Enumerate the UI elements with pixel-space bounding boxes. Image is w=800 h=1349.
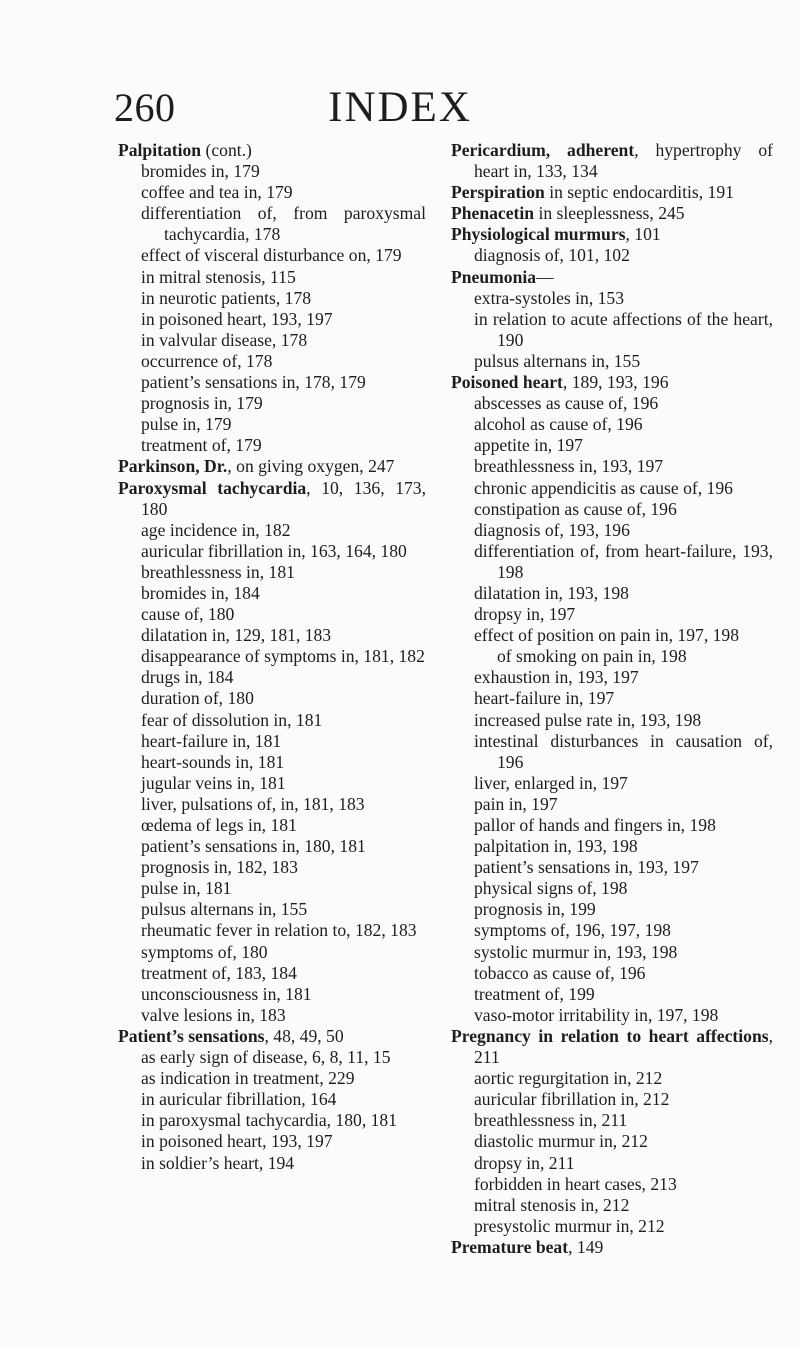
index-subentry	[118, 203, 426, 245]
index-subentry	[118, 583, 426, 604]
entry-text: treatment of, 183, 184	[141, 962, 297, 983]
index-subentry	[451, 710, 773, 731]
entry-text: , 211	[474, 1025, 773, 1068]
entry-text: , 10, 136, 173, 180	[141, 477, 426, 519]
index-subentry	[451, 984, 773, 1005]
index-subentry	[118, 372, 426, 393]
entry-text: vaso-motor irritability in, 197, 198	[474, 1004, 719, 1025]
index-subentry	[451, 520, 773, 541]
index-subentry	[451, 1153, 773, 1174]
entry-text: disappearance of symptoms in, 181, 182	[141, 646, 425, 667]
index-subentry	[451, 1174, 773, 1195]
index-subentry	[451, 731, 773, 773]
index-subentry	[118, 710, 426, 731]
entry-text: patient’s sensations in, 193, 197	[474, 857, 699, 878]
index-subentry	[451, 1089, 773, 1110]
entry-text: , hypertrophy of heart in, 133, 134	[474, 140, 773, 182]
index-main-entry	[451, 203, 773, 224]
index-subentry	[118, 815, 426, 836]
entry-heading: Premature beat	[451, 1236, 569, 1257]
entry-text: symptoms of, 180	[141, 941, 268, 962]
entry-text: in valvular disease, 178	[141, 329, 308, 350]
index-subentry	[118, 1005, 426, 1026]
entry-text: constipation as cause of, 196	[474, 498, 677, 519]
index-subentry	[451, 541, 773, 583]
entry-text: as indication in treatment, 229	[141, 1068, 355, 1089]
index-subentry	[118, 731, 426, 752]
entry-text: diastolic murmur in, 212	[474, 1131, 648, 1152]
index-subentry	[451, 942, 773, 963]
entry-text: pulse in, 179	[141, 414, 232, 435]
index-main-entry	[451, 224, 773, 245]
entry-text: prognosis in, 179	[141, 393, 263, 414]
index-main-entry	[118, 456, 426, 477]
index-subentry	[451, 245, 773, 266]
entry-text: dilatation in, 129, 181, 183	[141, 625, 332, 646]
entry-text: in septic endocarditis, 191	[544, 182, 734, 203]
index-subentry	[451, 393, 773, 414]
index-subentry	[451, 815, 773, 836]
entry-heading: Pneumonia	[451, 266, 537, 287]
entry-text: effect of visceral disturbance on, 179	[141, 245, 402, 266]
index-subentry	[451, 963, 773, 984]
index-main-entry	[118, 478, 426, 520]
index-subentry	[451, 836, 773, 857]
entry-text: presystolic murmur in, 212	[474, 1215, 665, 1236]
entry-text: occurrence of, 178	[141, 350, 273, 371]
page-number: 260	[114, 85, 176, 130]
entry-text: forbidden in heart cases, 213	[474, 1173, 677, 1194]
entry-text: auricular fibrillation in, 163, 164, 180	[141, 540, 407, 561]
entry-heading: Pericardium, adherent	[451, 140, 635, 160]
entry-text: , 101	[625, 224, 661, 245]
index-subentry	[118, 920, 426, 941]
index-subentry	[118, 161, 426, 182]
index-subentry	[451, 1068, 773, 1089]
index-subentry	[118, 414, 426, 435]
entry-text: in auricular fibrillation, 164	[141, 1089, 337, 1110]
index-main-entry	[451, 1026, 773, 1068]
entry-text: mitral stenosis in, 212	[474, 1194, 630, 1215]
entry-text: unconsciousness in, 181	[141, 983, 312, 1004]
entry-text: diagnosis of, 101, 102	[474, 245, 630, 266]
index-subentry	[451, 646, 773, 667]
index-subentry	[118, 773, 426, 794]
entry-text: increased pulse rate in, 193, 198	[474, 709, 702, 730]
index-subentry	[118, 541, 426, 562]
entry-text: heart-sounds in, 181	[141, 751, 285, 772]
index-subentry	[118, 245, 426, 266]
index-subentry	[451, 414, 773, 435]
entry-heading: Patient’s sensations	[118, 1025, 265, 1046]
entry-text: exhaustion in, 193, 197	[474, 667, 639, 688]
entry-heading: Parkinson, Dr.	[118, 456, 228, 477]
entry-text: bromides in, 184	[141, 582, 260, 603]
entry-text: cause of, 180	[141, 604, 235, 625]
index-main-entry	[451, 140, 773, 182]
entry-text: (cont.)	[201, 140, 252, 160]
index-subentry	[451, 435, 773, 456]
index-subentry	[451, 857, 773, 878]
entry-text: patient’s sensations in, 180, 181	[141, 836, 366, 857]
index-subentry	[118, 984, 426, 1005]
entry-text: as early sign of disease, 6, 8, 11, 15	[141, 1047, 391, 1068]
index-subentry	[451, 351, 773, 372]
index-subentry	[451, 667, 773, 688]
index-subentry	[118, 857, 426, 878]
index-subentry	[118, 1153, 426, 1174]
entry-text: pain in, 197	[474, 793, 558, 814]
entry-text: jugular veins in, 181	[141, 772, 286, 793]
page-header	[0, 84, 800, 134]
index-subentry	[451, 288, 773, 309]
entry-text: physical signs of, 198	[474, 878, 628, 899]
entry-text: duration of, 180	[141, 688, 254, 709]
index-subentry	[451, 625, 773, 646]
index-subentry	[451, 899, 773, 920]
entry-text: breathlessness in, 193, 197	[474, 456, 664, 477]
index-subentry	[451, 604, 773, 625]
entry-text: dropsy in, 211	[474, 1152, 575, 1173]
entry-heading: Physiological murmurs	[451, 224, 626, 245]
entry-text: pulse in, 181	[141, 878, 232, 899]
entry-text: heart-failure in, 197	[474, 688, 615, 709]
index-subentry	[451, 1005, 773, 1026]
index-subentry	[118, 963, 426, 984]
index-main-entry	[451, 182, 773, 203]
index-subentry	[451, 1131, 773, 1152]
index-subentry	[118, 794, 426, 815]
index-subentry	[451, 309, 773, 351]
entry-text: , 189, 193, 196	[562, 372, 669, 393]
index-subentry	[451, 920, 773, 941]
index-subentry	[118, 330, 426, 351]
entry-text: treatment of, 179	[141, 435, 262, 456]
entry-text: aortic regurgitation in, 212	[474, 1068, 663, 1089]
entry-heading: Paroxysmal tachycardia	[118, 477, 307, 498]
entry-text: tobacco as cause of, 196	[474, 962, 646, 983]
index-subentry	[118, 625, 426, 646]
entry-text: in relation to acute affections of the heart, 190	[474, 308, 773, 350]
entry-text: in sleeplessness, 245	[534, 203, 685, 224]
index-subentry	[451, 1216, 773, 1237]
entry-text: in soldier’s heart, 194	[141, 1152, 295, 1173]
index-main-entry	[118, 140, 426, 161]
entry-text: in poisoned heart, 193, 197	[141, 1131, 333, 1152]
entry-text: in poisoned heart, 193, 197	[141, 308, 333, 329]
entry-heading: Palpitation	[118, 140, 202, 160]
entry-heading: Perspiration	[451, 182, 545, 203]
index-main-entry	[118, 1026, 426, 1047]
entry-text: palpitation in, 193, 198	[474, 836, 638, 857]
index-subentry	[118, 836, 426, 857]
index-subentry	[118, 288, 426, 309]
entry-text: pulsus alternans in, 155	[141, 899, 308, 920]
entry-text: effect of position on pain in, 197, 198	[474, 625, 740, 646]
entry-text: , 149	[568, 1236, 604, 1257]
entry-text: , 48, 49, 50	[264, 1025, 344, 1046]
entry-text: breathlessness in, 181	[141, 561, 295, 582]
index-subentry	[118, 752, 426, 773]
index-subentry	[451, 478, 773, 499]
index-subentry	[451, 878, 773, 899]
entry-text: of smoking on pain in, 198	[497, 646, 687, 667]
entry-text: , on giving oxygen, 247	[227, 456, 395, 477]
entry-text: breathlessness in, 211	[474, 1110, 628, 1131]
entry-text: in neurotic patients, 178	[141, 287, 312, 308]
index-subentry	[118, 899, 426, 920]
entry-text: differentiation of, from heart-failure, 193, 198	[474, 540, 773, 582]
index-column-left	[118, 140, 426, 1174]
index-subentry	[118, 435, 426, 456]
entry-text: intestinal disturbances in causation of, 196	[474, 730, 773, 772]
index-subentry	[451, 794, 773, 815]
entry-text: treatment of, 199	[474, 983, 595, 1004]
entry-text: fear of dissolution in, 181	[141, 709, 323, 730]
index-subentry	[451, 583, 773, 604]
entry-text: heart-failure in, 181	[141, 730, 282, 751]
entry-text: valve lesions in, 183	[141, 1004, 286, 1025]
entry-text: rheumatic fever in relation to, 182, 183	[141, 920, 417, 941]
index-subentry	[118, 1047, 426, 1068]
entry-text: liver, enlarged in, 197	[474, 772, 628, 793]
index-subentry	[118, 267, 426, 288]
index-subentry	[451, 1110, 773, 1131]
entry-text: in paroxysmal tachycardia, 180, 181	[141, 1110, 398, 1131]
index-subentry	[118, 604, 426, 625]
index-subentry	[118, 878, 426, 899]
entry-text: bromides in, 179	[141, 161, 260, 182]
index-subentry	[118, 1068, 426, 1089]
entry-text: liver, pulsations of, in, 181, 183	[141, 793, 365, 814]
index-subentry	[118, 182, 426, 203]
entry-text: in mitral stenosis, 115	[141, 266, 296, 287]
entry-text: prognosis in, 182, 183	[141, 857, 298, 878]
entry-text: œdema of legs in, 181	[141, 815, 297, 835]
entry-text: drugs in, 184	[141, 667, 234, 688]
index-subentry	[118, 646, 426, 667]
index-subentry	[118, 1089, 426, 1110]
entry-text: differentiation of, from paroxysmal tachycardia, 178	[141, 203, 426, 245]
entry-text: symptoms of, 196, 197, 198	[474, 920, 671, 941]
index-main-entry	[451, 267, 773, 288]
index-subentry	[451, 456, 773, 477]
entry-text: abscesses as cause of, 196	[474, 393, 659, 414]
entry-text: alcohol as cause of, 196	[474, 414, 643, 435]
index-subentry	[451, 688, 773, 709]
entry-text: chronic appendicitis as cause of, 196	[474, 477, 733, 498]
entry-heading: Poisoned heart	[451, 372, 563, 393]
entry-text: appetite in, 197	[474, 435, 583, 456]
index-subentry	[451, 499, 773, 520]
entry-text: systolic murmur in, 193, 198	[474, 941, 678, 962]
index-subentry	[118, 309, 426, 330]
index-subentry	[118, 1110, 426, 1131]
entry-text: pulsus alternans in, 155	[474, 350, 641, 371]
index-main-entry	[451, 1237, 773, 1258]
entry-text: diagnosis of, 193, 196	[474, 519, 630, 540]
entry-text: patient’s sensations in, 178, 179	[141, 372, 366, 393]
entry-text: dropsy in, 197	[474, 604, 576, 625]
index-subentry	[118, 562, 426, 583]
entry-heading: Phenacetin	[451, 203, 535, 224]
index-subentry	[118, 351, 426, 372]
index-subentry	[451, 773, 773, 794]
index-main-entry	[451, 372, 773, 393]
index-subentry	[118, 393, 426, 414]
index-subentry	[451, 1195, 773, 1216]
entry-text: prognosis in, 199	[474, 899, 596, 920]
index-column-right	[451, 140, 773, 1258]
entry-text: extra-systoles in, 153	[474, 287, 625, 308]
index-subentry	[118, 520, 426, 541]
index-subentry	[118, 667, 426, 688]
entry-text: dilatation in, 193, 198	[474, 582, 629, 603]
running-head: INDEX	[328, 84, 472, 131]
entry-text: auricular fibrillation in, 212	[474, 1089, 670, 1110]
entry-text: coffee and tea in, 179	[141, 182, 293, 203]
entry-text: age incidence in, 182	[141, 519, 291, 540]
index-subentry	[118, 1131, 426, 1152]
entry-text: pallor of hands and fingers in, 198	[474, 815, 716, 835]
index-subentry	[118, 942, 426, 963]
entry-heading: Pregnancy in relation to heart affections	[451, 1025, 769, 1046]
index-subentry	[118, 688, 426, 709]
entry-text: —	[536, 266, 554, 287]
